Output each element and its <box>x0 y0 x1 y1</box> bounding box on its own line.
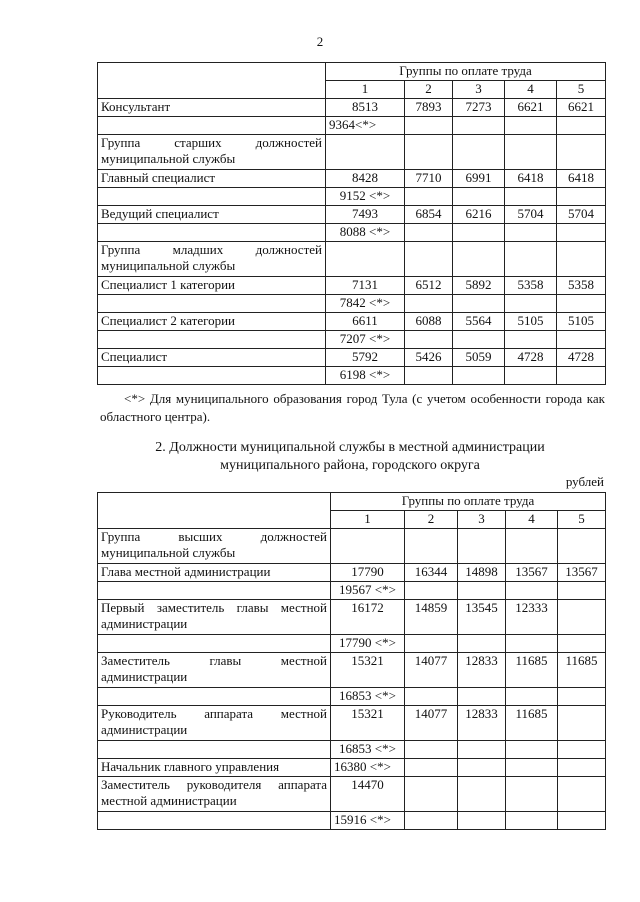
cell-value: 7131 <box>326 277 405 295</box>
column-header: 5 <box>558 511 606 529</box>
cell-value: 16380 <*> <box>331 759 405 777</box>
cell-value: 13567 <box>506 564 558 582</box>
position-name: Специалист <box>98 349 326 367</box>
cell-value: 6611 <box>326 313 405 331</box>
cell-value: 5105 <box>505 313 557 331</box>
cell-value: 7893 <box>405 99 453 117</box>
cell-value: 16344 <box>405 564 458 582</box>
cell-value: 6088 <box>405 313 453 331</box>
position-name: Заместитель руководителя аппарата местной администрации <box>98 777 331 812</box>
cell-value: 5358 <box>505 277 557 295</box>
tula-note-value: 19567 <*> <box>331 582 405 600</box>
table-row <box>98 206 606 224</box>
cell-value: 11685 <box>558 653 606 688</box>
group-title: Группа старших должностей муниципальной службы <box>98 135 326 170</box>
column-header: 5 <box>557 81 606 99</box>
currency-unit: рублей <box>565 474 604 489</box>
column-header: 2 <box>405 511 458 529</box>
section-title-line2: муниципального района, городского округа <box>220 458 480 473</box>
position-name: Ведущий специалист <box>98 206 326 224</box>
table-row <box>98 170 606 188</box>
cell-value: 11685 <box>506 653 558 688</box>
cell-value: 5426 <box>405 349 453 367</box>
cell-value: 6621 <box>557 99 606 117</box>
group-title: Группа высших должностей муниципальной службы <box>98 529 331 564</box>
cell-value <box>558 600 606 635</box>
column-group-header: Группы по оплате труда <box>331 493 606 511</box>
table-row <box>98 242 606 277</box>
cell-value: 6418 <box>557 170 606 188</box>
page-number: 2 <box>316 34 324 49</box>
cell-value: 12833 <box>458 653 506 688</box>
table-row <box>98 812 606 830</box>
tula-note-value: 6198 <*> <box>326 367 405 385</box>
table-row <box>98 759 606 777</box>
cell-value: 16172 <box>331 600 405 635</box>
table-row <box>98 564 606 582</box>
table-row <box>98 277 606 295</box>
cell-value: 15321 <box>331 653 405 688</box>
table-row <box>98 224 606 242</box>
cell-value: 8428 <box>326 170 405 188</box>
table-row <box>98 706 606 741</box>
column-group-header: Группы по оплате труда <box>326 63 606 81</box>
tula-note-value: 16853 <*> <box>331 741 405 759</box>
cell-value: 17790 <box>331 564 405 582</box>
table-row <box>98 349 606 367</box>
table-row <box>98 741 606 759</box>
cell-value: 11685 <box>506 706 558 741</box>
cell-value: 6854 <box>405 206 453 224</box>
column-header: 3 <box>458 511 506 529</box>
table-row <box>98 635 606 653</box>
footnote: <*> Для муниципального образования город Тула (с учетом особенности города как областного центра). <box>100 391 605 424</box>
cell-value: 5792 <box>326 349 405 367</box>
position-name: Начальник главного управления <box>98 759 331 777</box>
column-header: 1 <box>331 511 405 529</box>
tula-note-value: 7842 <*> <box>326 295 405 313</box>
table-row <box>98 295 606 313</box>
tula-note-value: 15916 <*> <box>331 812 405 830</box>
tula-note-value: 7207 <*> <box>326 331 405 349</box>
cell-value: 14077 <box>405 706 458 741</box>
position-name: Консультант <box>98 99 326 117</box>
cell-value: 6418 <box>505 170 557 188</box>
position-name: Главный специалист <box>98 170 326 188</box>
table-row <box>98 582 606 600</box>
table-row <box>98 600 606 635</box>
cell-value: 5704 <box>557 206 606 224</box>
table-row <box>98 135 606 170</box>
tula-note-value: 9152 <*> <box>326 188 405 206</box>
column-header: 4 <box>505 81 557 99</box>
cell-value: 5564 <box>453 313 505 331</box>
position-name: Специалист 1 категории <box>98 277 326 295</box>
cell-value: 5105 <box>557 313 606 331</box>
cell-value: 13545 <box>458 600 506 635</box>
table-row <box>98 529 606 564</box>
table-row <box>98 99 606 117</box>
tula-note-value: 16853 <*> <box>331 688 405 706</box>
section-title-line1: 2. Должности муниципальной службы в местной администрации <box>155 440 545 455</box>
position-name: Первый заместитель главы местной администрации <box>98 600 331 635</box>
table-row <box>98 188 606 206</box>
cell-value: 13567 <box>558 564 606 582</box>
group-title: Группа младших должностей муниципальной службы <box>98 242 326 277</box>
cell-value: 7710 <box>405 170 453 188</box>
cell-value: 6621 <box>505 99 557 117</box>
position-name: Руководитель аппарата местной администрации <box>98 706 331 741</box>
position-name: Глава местной администрации <box>98 564 331 582</box>
cell-value: 14077 <box>405 653 458 688</box>
table-row <box>98 688 606 706</box>
table-row <box>98 777 606 812</box>
cell-value: 14898 <box>458 564 506 582</box>
position-name: Заместитель главы местной администрации <box>98 653 331 688</box>
cell-value: 4728 <box>505 349 557 367</box>
column-header: 2 <box>405 81 453 99</box>
position-name: Специалист 2 категории <box>98 313 326 331</box>
cell-value <box>558 706 606 741</box>
column-header: 4 <box>506 511 558 529</box>
cell-value: 15321 <box>331 706 405 741</box>
cell-value: 4728 <box>557 349 606 367</box>
cell-value: 6216 <box>453 206 505 224</box>
column-header: 1 <box>326 81 405 99</box>
table-row <box>98 331 606 349</box>
cell-value: 14470 <box>331 777 405 812</box>
cell-value: 12833 <box>458 706 506 741</box>
cell-value: 6991 <box>453 170 505 188</box>
cell-value: 7273 <box>453 99 505 117</box>
cell-value: 8513 <box>326 99 405 117</box>
table-salary-groups-2 <box>97 492 606 830</box>
corner-cell <box>98 63 326 99</box>
cell-value: 7493 <box>326 206 405 224</box>
table-row <box>98 117 606 135</box>
cell-value: 5059 <box>453 349 505 367</box>
table-row <box>98 653 606 688</box>
column-header: 3 <box>453 81 505 99</box>
cell-value: 6512 <box>405 277 453 295</box>
cell-value: 14859 <box>405 600 458 635</box>
tula-note-value: 17790 <*> <box>331 635 405 653</box>
table-salary-groups-1 <box>97 62 606 385</box>
cell-value: 5704 <box>505 206 557 224</box>
tula-note-value: 9364<*> <box>326 117 405 135</box>
cell-value: 5892 <box>453 277 505 295</box>
table-row <box>98 313 606 331</box>
cell-value: 12333 <box>506 600 558 635</box>
tula-note-value: 8088 <*> <box>326 224 405 242</box>
cell-value: 5358 <box>557 277 606 295</box>
table-row <box>98 367 606 385</box>
